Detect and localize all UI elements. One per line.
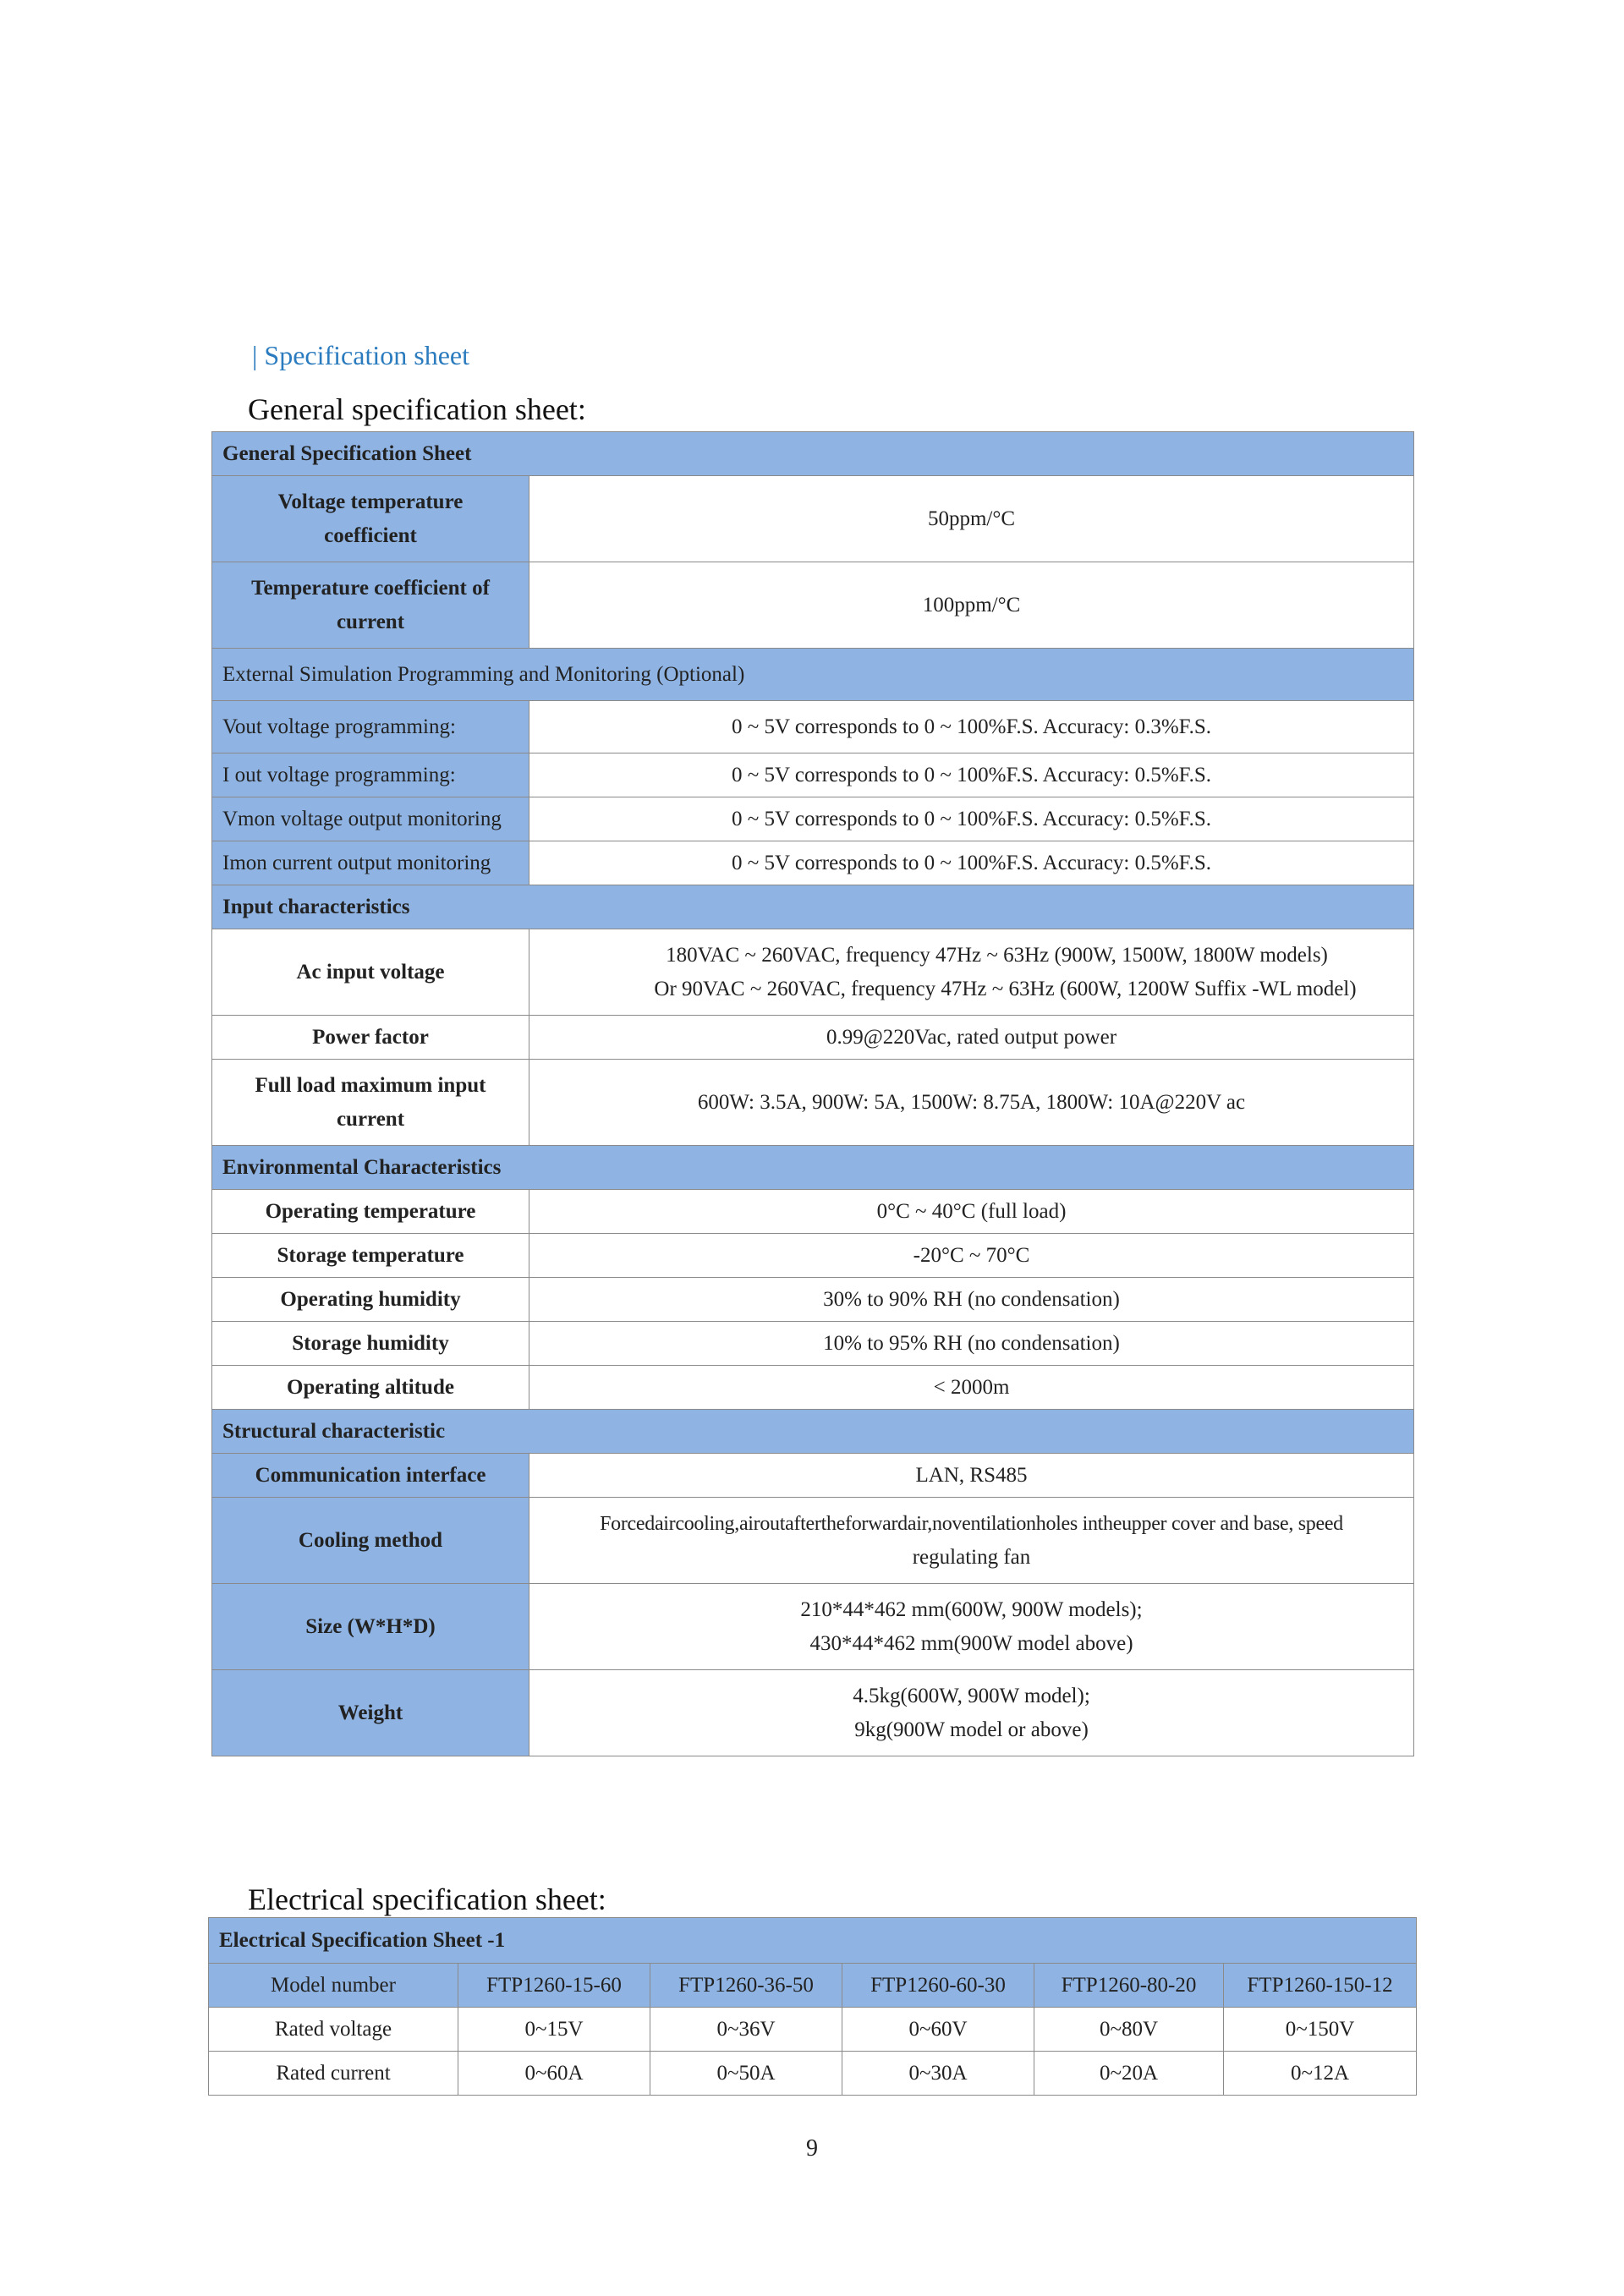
spec-label: Vmon voltage output monitoring [212, 797, 529, 841]
spec-label: Power factor [212, 1016, 529, 1060]
electrical-spec-table [208, 1917, 1417, 2096]
table-cell: 0~15V [458, 2008, 650, 2052]
page-number: 9 [806, 2135, 818, 2162]
header-cell: Model number [209, 1964, 458, 2008]
spec-label: Operating humidity [212, 1278, 529, 1322]
spec-label: Communication interface [212, 1454, 529, 1498]
spec-value: 0 ~ 5V corresponds to 0 ~ 100%F.S. Accuracy: 0.5%F.S. [529, 753, 1414, 797]
spec-label: Voltage temperature coefficient [212, 476, 529, 562]
spec-value: Forcedaircooling,airoutaftertheforwardair,noventilationholes intheupper cover and base, speed regulating fan [529, 1498, 1414, 1584]
input-section-title: Input characteristics [212, 885, 1414, 929]
spec-label: Vout voltage programming: [212, 701, 529, 753]
general-spec-table [211, 431, 1414, 1756]
table-cell: 0~150V [1224, 2008, 1417, 2052]
table-cell: Rated voltage [209, 2008, 458, 2052]
spec-label: Weight [212, 1670, 529, 1756]
header-cell: FTP1260-15-60 [458, 1964, 650, 2008]
spec-value: 30% to 90% RH (no condensation) [529, 1278, 1414, 1322]
spec-label: I out voltage programming: [212, 753, 529, 797]
spec-label: Storage temperature [212, 1234, 529, 1278]
table-cell: 0~30A [842, 2052, 1034, 2096]
table-cell: 0~12A [1224, 2052, 1417, 2096]
table-cell: 0~80V [1034, 2008, 1224, 2052]
spec-label: Operating altitude [212, 1366, 529, 1410]
spec-value: 600W: 3.5A, 900W: 5A, 1500W: 8.75A, 1800W: 10A@220V ac [529, 1060, 1414, 1146]
spec-value: 0°C ~ 40°C (full load) [529, 1190, 1414, 1234]
table-cell: 0~20A [1034, 2052, 1224, 2096]
spec-label: Size (W*H*D) [212, 1584, 529, 1670]
external-section-title: External Simulation Programming and Monitoring (Optional) [212, 649, 1414, 701]
spec-value: 0.99@220Vac, rated output power [529, 1016, 1414, 1060]
header-cell: FTP1260-36-50 [650, 1964, 842, 2008]
env-section-title: Environmental Characteristics [212, 1146, 1414, 1190]
spec-value: -20°C ~ 70°C [529, 1234, 1414, 1278]
table-row [209, 2008, 1417, 2052]
spec-value: 0 ~ 5V corresponds to 0 ~ 100%F.S. Accuracy: 0.5%F.S. [529, 841, 1414, 885]
section-title: | Specification sheet [252, 340, 469, 370]
spec-label: Ac input voltage [212, 929, 529, 1016]
spec-value: 4.5kg(600W, 900W model); 9kg(900W model or above) [529, 1670, 1414, 1756]
table-cell: 0~60A [458, 2052, 650, 2096]
electrical-spec-heading: Electrical specification sheet: [248, 1882, 606, 1916]
header-cell: FTP1260-80-20 [1034, 1964, 1224, 2008]
spec-label: Imon current output monitoring [212, 841, 529, 885]
electrical-table-title: Electrical Specification Sheet -1 [209, 1918, 1417, 1964]
spec-value: 100ppm/°C [529, 562, 1414, 649]
table-cell: Rated current [209, 2052, 458, 2096]
spec-label: Operating temperature [212, 1190, 529, 1234]
spec-value: 180VAC ~ 260VAC, frequency 47Hz ~ 63Hz (900W, 1500W, 1800W models) Or 90VAC ~ 260VAC, frequency 47Hz ~ 63Hz (600W, 1200W Suffix -WL model) [529, 929, 1414, 1016]
spec-value: 0 ~ 5V corresponds to 0 ~ 100%F.S. Accuracy: 0.3%F.S. [529, 701, 1414, 753]
spec-value: LAN, RS485 [529, 1454, 1414, 1498]
spec-value: 210*44*462 mm(600W, 900W models); 430*44*462 mm(900W model above) [529, 1584, 1414, 1670]
table-header-row [209, 1964, 1417, 2008]
spec-value: 0 ~ 5V corresponds to 0 ~ 100%F.S. Accuracy: 0.5%F.S. [529, 797, 1414, 841]
table-cell: 0~36V [650, 2008, 842, 2052]
spec-label: Storage humidity [212, 1322, 529, 1366]
spec-label: Cooling method [212, 1498, 529, 1584]
spec-label: Temperature coefficient of current [212, 562, 529, 649]
spec-value: 50ppm/°C [529, 476, 1414, 562]
table-row [209, 2052, 1417, 2096]
struct-section-title: Structural characteristic [212, 1410, 1414, 1454]
spec-value: < 2000m [529, 1366, 1414, 1410]
general-table-title: General Specification Sheet [212, 432, 1414, 476]
general-spec-heading: General specification sheet: [248, 392, 586, 426]
table-cell: 0~50A [650, 2052, 842, 2096]
spec-value: 10% to 95% RH (no condensation) [529, 1322, 1414, 1366]
table-cell: 0~60V [842, 2008, 1034, 2052]
header-cell: FTP1260-60-30 [842, 1964, 1034, 2008]
header-cell: FTP1260-150-12 [1224, 1964, 1417, 2008]
spec-label: Full load maximum input current [212, 1060, 529, 1146]
